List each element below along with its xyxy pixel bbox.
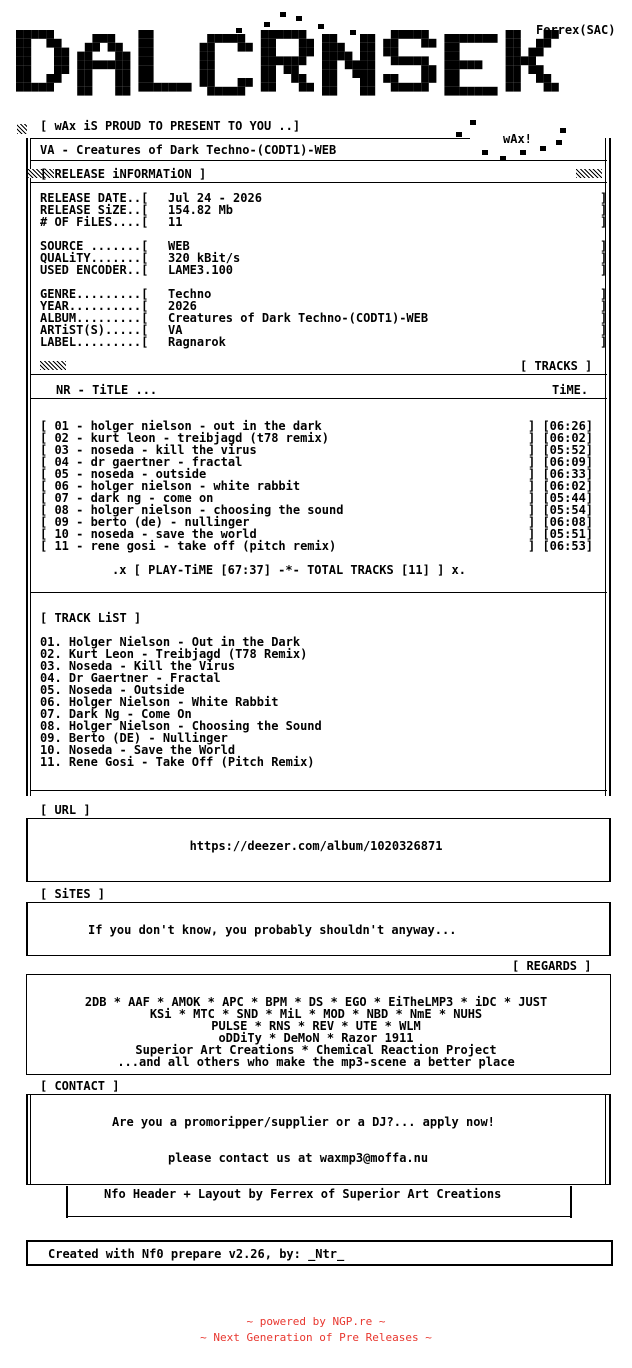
- regards-line: KSi * MTC * SND * MiL * MOD * NBD * NmE * NUHS: [149, 1007, 483, 1021]
- credit-box-bottom: [66, 1216, 572, 1217]
- info-row-label: QUALiTY.......[: [40, 251, 149, 265]
- track-time: ] [06:02]: [528, 479, 594, 493]
- track-time: ] [06:53]: [528, 539, 594, 553]
- logo-dot: [296, 16, 302, 21]
- sites-text: If you don't know, you probably shouldn't anyway...: [88, 923, 457, 937]
- contact-email-text[interactable]: please contact us at waxmp3@moffa.nu: [168, 1151, 429, 1165]
- info-row-label: USED ENCODER..[: [40, 263, 149, 277]
- track-row: [ 11 - rene gosi - take off (pitch remix): [40, 539, 337, 553]
- url-section-title: [ URL ]: [40, 803, 91, 817]
- tracks-column-nr-title: NR - TiTLE ...: [56, 383, 158, 397]
- info-row-value: WEB: [168, 239, 190, 253]
- contact-apply-text: Are you a promoripper/supplier or a DJ?... apply now!: [112, 1115, 495, 1129]
- logo-dot: [318, 24, 324, 29]
- track-row: [ 09 - berto (de) - nullinger: [40, 515, 250, 529]
- logo-dot: [456, 132, 462, 137]
- sites-box-bottom: [26, 955, 611, 956]
- layout-credit: Nfo Header + Layout by Ferrex of Superior Art Creations: [104, 1187, 502, 1201]
- logo-glyph: [77, 34, 130, 96]
- info-row-value: Jul 24 - 2026: [168, 191, 262, 205]
- track-list-bottom-rule: [30, 790, 607, 791]
- regards-line: ...and all others who make the mp3-scene a better place: [117, 1055, 515, 1069]
- track-row: [ 05 - noseda - outside: [40, 467, 207, 481]
- contact-box-top: [26, 1094, 611, 1095]
- release-info-hatch-right: [576, 169, 602, 178]
- track-time: ] [06:33]: [528, 467, 594, 481]
- logo-glyph: [138, 30, 191, 92]
- proud-hatch: [17, 124, 27, 134]
- info-row-value: 11: [168, 215, 183, 229]
- contact-box-left-inner: [30, 1094, 31, 1184]
- regards-top-rule: [26, 974, 611, 975]
- list-item: 10. Noseda - Save the World: [40, 743, 236, 757]
- frame-left-border: [26, 138, 28, 796]
- regards-line: Superior Art Creations * Chemical Reaction Project: [135, 1043, 497, 1057]
- track-time: ] [05:51]: [528, 527, 594, 541]
- url-box-bottom: [26, 881, 611, 882]
- info-row-label: # OF FiLES....[: [40, 215, 149, 229]
- tracks-hatch: [40, 361, 66, 370]
- track-row: [ 03 - noseda - kill the virus: [40, 443, 257, 457]
- track-time: ] [05:54]: [528, 503, 594, 517]
- info-row-label: LABEL.........[: [40, 335, 149, 349]
- info-row-value: Techno: [168, 287, 212, 301]
- track-time: ] [06:08]: [528, 515, 594, 529]
- footer-tagline: ~ Next Generation of Pre Releases ~: [200, 1331, 432, 1344]
- album-url-link[interactable]: https://deezer.com/album/1020326871: [189, 839, 443, 853]
- regards-line: PULSE * RNS * REV * UTE * WLM: [211, 1019, 421, 1033]
- info-row-label: GENRE.........[: [40, 287, 149, 301]
- info-row-value: 320 kBit/s: [168, 251, 241, 265]
- info-row-value: 2026: [168, 299, 197, 313]
- title-top-rule: [30, 138, 470, 139]
- tracks-column-time: TiME.: [552, 383, 589, 397]
- track-row: [ 02 - kurt leon - treibjagd (t78 remix): [40, 431, 329, 445]
- track-time: ] [06:26]: [528, 419, 594, 433]
- info-right-bracket: ] ] ] ] ] ] ] ] ] ] ]: [600, 191, 608, 349]
- regards-section-title: [ REGARDS ]: [512, 959, 592, 973]
- list-item: 01. Holger Nielson - Out in the Dark: [40, 635, 301, 649]
- list-item: 04. Dr Gaertner - Fractal: [40, 671, 221, 685]
- track-time: ] [06:02]: [528, 431, 594, 445]
- created-box-right: [611, 1240, 613, 1266]
- logo-dot: [556, 140, 562, 145]
- info-row-value: Ragnarok: [168, 335, 226, 349]
- contact-box-left: [26, 1094, 28, 1184]
- title-bottom-rule: [30, 160, 607, 161]
- tracks-bottom-rule: [30, 592, 607, 593]
- created-box-top: [26, 1240, 613, 1242]
- logo-dot: [470, 120, 476, 125]
- list-item: 07. Dark Ng - Come On: [40, 707, 192, 721]
- frame-right-border: [609, 138, 611, 796]
- release-info-section-title: [ RELEASE iNFORMATiON ]: [40, 167, 207, 181]
- info-row-label: SOURCE .......[: [40, 239, 149, 253]
- logo-dot: [560, 128, 566, 133]
- info-row-label: ARTiST(S).....[: [40, 323, 149, 337]
- logo-glyph: [200, 34, 253, 96]
- list-item: 08. Holger Nielson - Choosing the Sound: [40, 719, 322, 733]
- logo-glyph: [506, 30, 559, 92]
- track-time: ] [05:52]: [528, 443, 594, 457]
- contact-box-bottom: [26, 1184, 611, 1185]
- created-box-bottom: [26, 1264, 613, 1266]
- regards-bottom-rule: [26, 1074, 611, 1075]
- info-row-label: YEAR..........[: [40, 299, 149, 313]
- info-row-label: RELEASE DATE..[: [40, 191, 149, 205]
- sites-box-right: [609, 902, 611, 956]
- logo-dot: [350, 30, 356, 35]
- logo-dot: [540, 146, 546, 151]
- created-with-text: Created with Nf0 prepare v2.26, by: _Ntr_: [48, 1247, 345, 1261]
- logo-glyph: [16, 30, 69, 92]
- url-box-top: [26, 818, 611, 819]
- track-time: ] [05:44]: [528, 491, 594, 505]
- track-row: [ 01 - holger nielson - out in the dark: [40, 419, 322, 433]
- list-item: 05. Noseda - Outside: [40, 683, 185, 697]
- regards-line: oDDiTy * DeMoN * Razor 1911: [218, 1031, 414, 1045]
- logo-glyph: [444, 34, 497, 96]
- contact-section-title: [ CONTACT ]: [40, 1079, 120, 1093]
- logo-glyph: [383, 30, 436, 92]
- logo-signature: Ferrex(SAC): [536, 23, 616, 37]
- info-row-value: Creatures of Dark Techno-(CODT1)-WEB: [168, 311, 429, 325]
- sites-box-left: [26, 902, 28, 956]
- info-row-label: ALBUM.........[: [40, 311, 149, 325]
- info-row-value: 154.82 Mb: [168, 203, 234, 217]
- logo-dot: [236, 28, 242, 33]
- list-item: 11. Rene Gosi - Take Off (Pitch Remix): [40, 755, 315, 769]
- logo-glyph: [261, 30, 314, 92]
- credit-box-left: [66, 1186, 68, 1218]
- powered-by-text: ~ powered by NGP.re ~: [246, 1315, 386, 1328]
- regards-line: 2DB * AAF * AMOK * APC * BPM * DS * EGO * EiTheLMP3 * iDC * JUST: [84, 995, 548, 1009]
- track-row: [ 06 - holger nielson - white rabbit: [40, 479, 301, 493]
- info-row-label: RELEASE SiZE..[: [40, 203, 149, 217]
- track-row: [ 08 - holger nielson - choosing the sound: [40, 503, 344, 517]
- tracks-summary: .x [ PLAY-TiME [67:37] -*- TOTAL TRACKS [11] ] x.: [112, 563, 467, 577]
- list-item: 02. Kurt Leon - Treibjagd (T78 Remix): [40, 647, 308, 661]
- list-item: 06. Holger Nielson - White Rabbit: [40, 695, 279, 709]
- contact-box-right: [609, 1094, 611, 1184]
- track-row: [ 07 - dark ng - come on: [40, 491, 214, 505]
- logo-glyph: [322, 34, 375, 96]
- info-row-value: VA: [168, 323, 183, 337]
- logo-dot: [482, 150, 488, 155]
- tracks-section-title: [ TRACKS ]: [520, 359, 593, 373]
- proud-to-present-text: [ wAx iS PROUD TO PRESENT TO YOU ..]: [40, 119, 301, 133]
- tracks-rule: [30, 374, 607, 375]
- info-row-value: LAME3.100: [168, 263, 234, 277]
- logo-dot: [520, 150, 526, 155]
- group-tag: wAx!: [503, 132, 532, 146]
- logo-dot: [264, 22, 270, 27]
- credit-box-right: [570, 1186, 572, 1218]
- track-list-section-title: [ TRACK LiST ]: [40, 611, 142, 625]
- track-time: ] [06:09]: [528, 455, 594, 469]
- release-title: VA - Creatures of Dark Techno-(CODT1)-WEB: [40, 143, 337, 157]
- release-info-rule: [30, 182, 607, 183]
- logo-dot: [280, 12, 286, 17]
- list-item: 03. Noseda - Kill the Virus: [40, 659, 236, 673]
- tracks-header-rule: [30, 398, 607, 399]
- frame-left-border-inner: [30, 138, 31, 796]
- list-item: 09. Berto (DE) - Nullinger: [40, 731, 228, 745]
- sites-box-top: [26, 902, 611, 903]
- track-row: [ 04 - dr gaertner - fractal: [40, 455, 243, 469]
- sites-section-title: [ SiTES ]: [40, 887, 106, 901]
- created-box-left: [26, 1240, 28, 1266]
- track-row: [ 10 - noseda - save the world: [40, 527, 257, 541]
- contact-box-right-inner: [605, 1094, 606, 1184]
